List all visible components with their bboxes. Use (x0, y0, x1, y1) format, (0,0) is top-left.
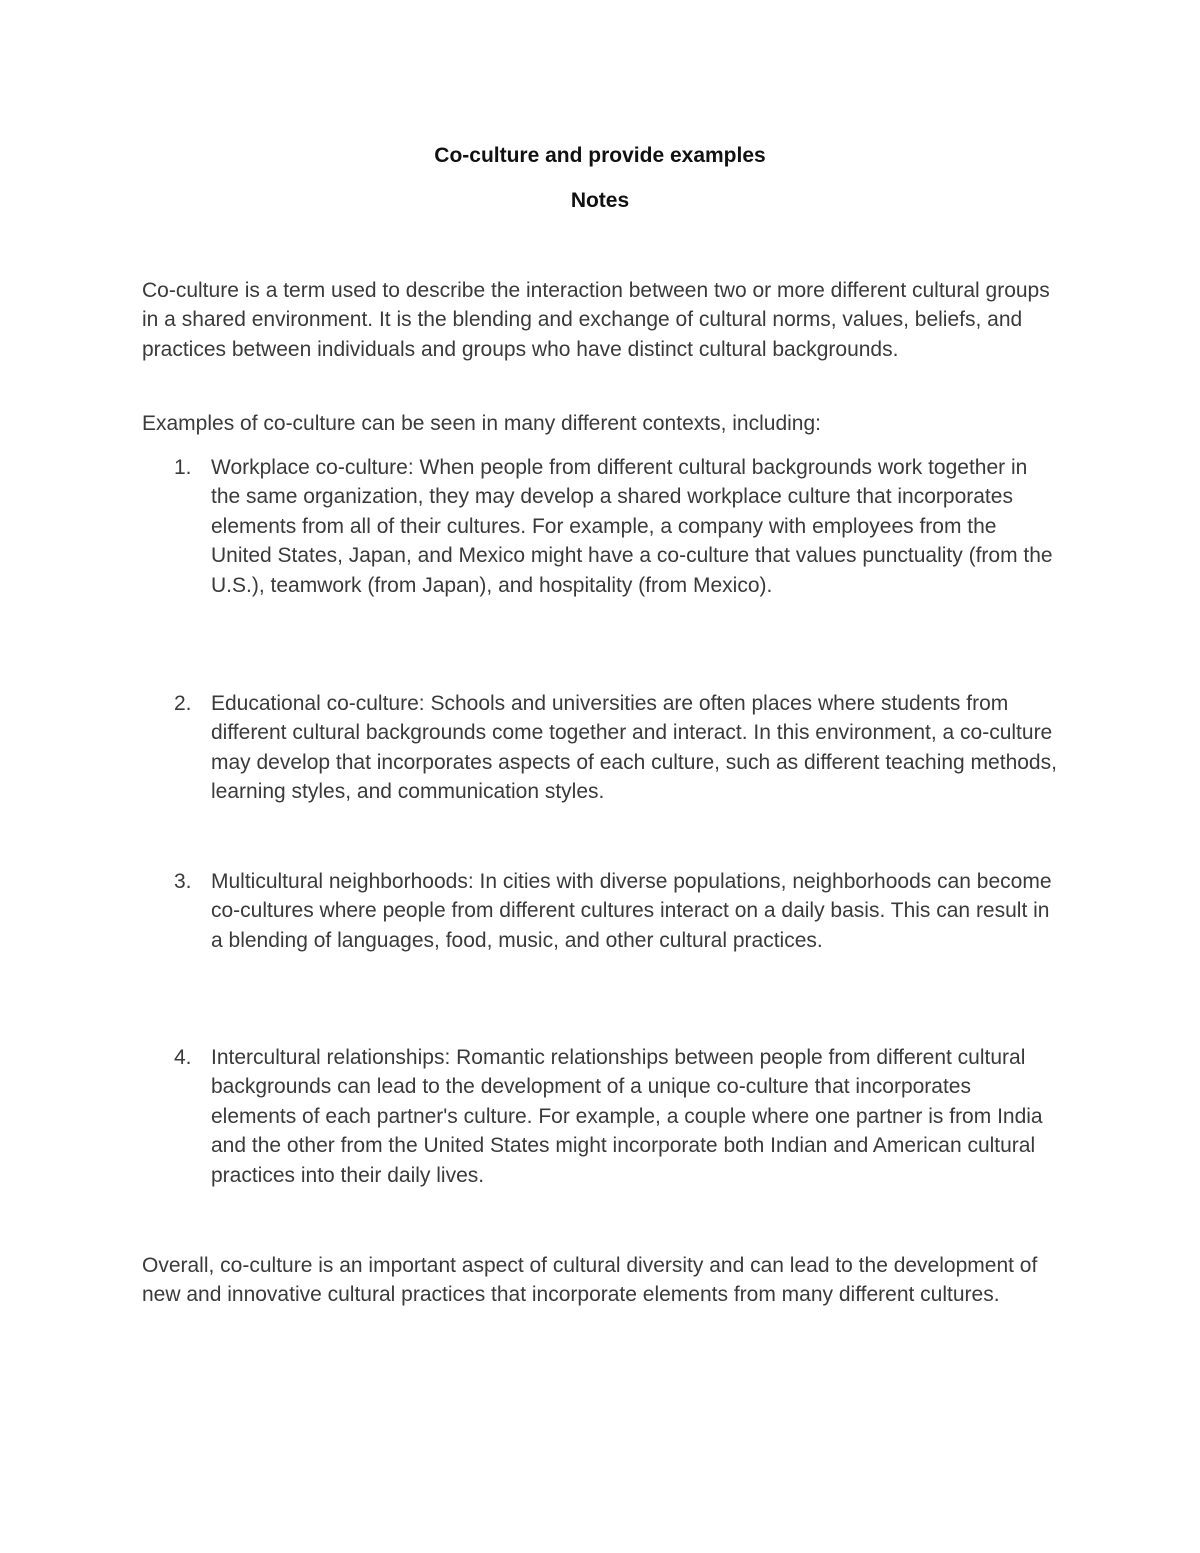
list-item-number: 2. (174, 692, 192, 715)
list-item-text: Educational co-culture: Schools and universities are often places where students from different cultural backgrounds come together and interact. In this environment, a co-culture may develop that incorporates aspects of each culture, such as different teaching methods, learning styles, and communication styles. (211, 692, 1057, 804)
list-item-number: 3. (174, 870, 192, 893)
list-item-text: Workplace co-culture: When people from different cultural backgrounds work together in the same organization, they may develop a shared workplace culture that incorporates elements from all of their cultures. For example, a company with employees from the United States, Japan, and Mexico might have a co-culture that values punctuality (from the U.S.), teamwork (from Japan), and hospitality (from Mexico). (211, 456, 1053, 597)
document-title: Co-culture and provide examples (434, 144, 766, 167)
list-item-number: 1. (174, 456, 192, 479)
list-item (142, 867, 1062, 955)
list-item-number: 4. (174, 1046, 192, 1069)
list-item-text: Multicultural neighborhoods: In cities with diverse populations, neighborhoods can become co-cultures where people from different cultures interact on a daily basis. This can result in a blending of languages, food, music, and other cultural practices. (211, 870, 1052, 952)
list-item (142, 689, 1062, 807)
intro-paragraph: Co-culture is a term used to describe the interaction between two or more different cultural groups in a shared environment. It is the blending and exchange of cultural norms, values, beliefs, and practices between individuals and groups who have distinct cultural backgrounds. (142, 279, 1050, 361)
list-item (142, 453, 1062, 600)
document-subtitle: Notes (570, 189, 630, 212)
list-item-text: Intercultural relationships: Romantic relationships between people from different cultural backgrounds can lead to the development of a unique co-culture that incorporates elements of each partner's culture. For example, a couple where one partner is from India and the other from the United States might incorporate both Indian and American cultural practices into their daily lives. (211, 1046, 1043, 1187)
list-item (142, 1043, 1062, 1190)
conclusion-paragraph: Overall, co-culture is an important aspect of cultural diversity and can lead to the development of new and innovative cultural practices that incorporate elements from many different cultures. (142, 1254, 1038, 1307)
examples-intro-paragraph: Examples of co-culture can be seen in many different contexts, including: (142, 412, 821, 435)
